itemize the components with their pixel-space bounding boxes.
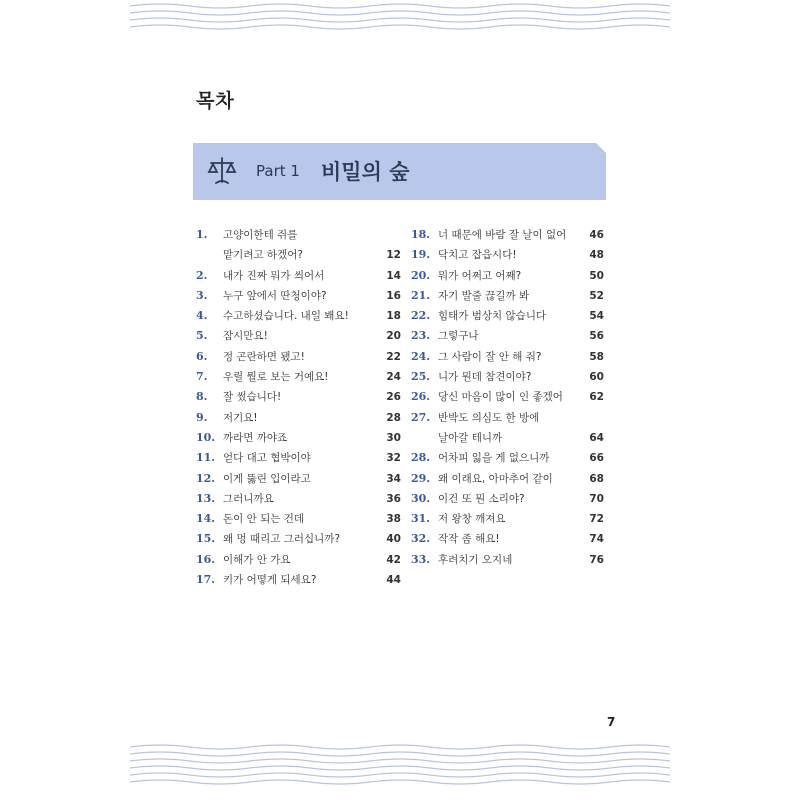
toc-entry-number: 20. (411, 268, 431, 282)
toc-entry-number: 2. (196, 268, 208, 282)
bottom-wave-decoration (130, 742, 670, 790)
toc-entry-number: 3. (196, 288, 208, 302)
toc-entry-number: 29. (411, 471, 431, 485)
toc-entry-title: 누구 앞에서 딴청이야? (223, 289, 327, 302)
toc-entry-number: 13. (196, 491, 216, 505)
toc-entry-page: 32 (386, 452, 401, 465)
toc-entry[interactable] (411, 428, 604, 448)
toc-entry-number: 30. (411, 491, 431, 505)
toc-entry-page: 54 (589, 310, 604, 323)
toc-entry-title: 후려치기 오지네 (438, 553, 513, 566)
part-banner (193, 143, 606, 200)
toc-entry-title: 닥치고 잡읍시다! (438, 249, 517, 262)
toc-entry-title: 얻다 대고 협박이야 (223, 452, 311, 465)
toc-entry[interactable] (196, 367, 401, 387)
toc-entry-page: 46 (589, 229, 604, 241)
toc-entry-page: 60 (589, 371, 604, 384)
toc-entry-page: 18 (386, 310, 401, 323)
toc-entry[interactable] (411, 509, 604, 529)
toc-entry-number: 15. (196, 532, 216, 546)
toc-entry-title: 잘 썼습니다! (223, 391, 282, 404)
toc-entry-page: 44 (386, 574, 401, 587)
toc-entry-title: 작작 좀 해요! (438, 533, 500, 546)
toc-entry-number: 5. (196, 329, 208, 343)
toc-entry[interactable] (196, 225, 401, 245)
toc-heading: 목차 (196, 90, 235, 112)
toc-entry-page: 40 (386, 533, 401, 546)
toc-entry-number: 14. (196, 512, 216, 526)
toc-entry[interactable] (196, 326, 401, 346)
toc-entry[interactable] (411, 550, 604, 570)
toc-entry-number: 32. (411, 532, 431, 546)
toc-entry-title: 키가 어떻게 되세요? (223, 574, 317, 587)
toc-entry-number: 21. (411, 288, 431, 302)
toc-entry-title: 왜 이래요, 아마추어 같이 (438, 472, 553, 485)
toc-entry-number: 27. (411, 410, 431, 424)
toc-entry-title: 당신 마음이 많이 인 좋겠어 (438, 391, 563, 404)
toc-entry[interactable] (411, 387, 604, 407)
toc-entry[interactable] (196, 570, 401, 590)
toc-entry-page: 62 (589, 391, 604, 404)
toc-entry[interactable] (196, 469, 401, 489)
toc-entry[interactable] (411, 245, 604, 265)
toc-entry-title: 이게 뚫린 입이라고 (223, 472, 311, 485)
toc-entry-page: 22 (386, 350, 401, 363)
toc-entry[interactable] (411, 225, 604, 245)
toc-entry-title: 이건 또 뭔 소리야? (438, 492, 525, 505)
toc-entry-title: 까라면 까야죠 (223, 431, 288, 444)
scales-icon (207, 155, 237, 187)
toc-entry[interactable] (196, 509, 401, 529)
toc-entry-number: 6. (196, 349, 208, 363)
toc-entry-title: 맡기려고 하겠어? (223, 249, 303, 262)
toc-entry-number: 7. (196, 370, 208, 384)
toc-entry-page: 50 (589, 269, 604, 282)
toc-entry[interactable] (411, 489, 604, 509)
toc-entry-page: 76 (589, 553, 604, 566)
toc-entry-page: 74 (589, 533, 604, 546)
toc-entry-title: 이해가 안 가요 (223, 553, 291, 566)
toc-entry[interactable] (411, 408, 604, 428)
toc-entry-number: 31. (411, 512, 431, 526)
toc-entry-page: 16 (386, 289, 401, 302)
toc-entry-page: 24 (386, 371, 401, 384)
toc-entry-page: 14 (386, 269, 401, 282)
toc-entry-title: 수고하셨습니다. 내일 봬요! (223, 310, 349, 323)
toc-entry[interactable] (196, 550, 401, 570)
toc-entry[interactable] (411, 448, 604, 468)
toc-entry-title: 우릴 뭘로 보는 거예요! (223, 371, 329, 384)
toc-entry-number: 12. (196, 471, 216, 485)
toc-column-left (196, 225, 401, 590)
toc-entry[interactable] (411, 367, 604, 387)
toc-entry[interactable] (411, 326, 604, 346)
toc-entry-page: 72 (589, 513, 604, 526)
toc-entry[interactable] (196, 266, 401, 286)
toc-entry-number: 11. (196, 451, 216, 465)
toc-entry[interactable] (411, 529, 604, 549)
toc-entry-page: 70 (589, 492, 604, 505)
toc-entry-title: 니가 뭔데 참견이야? (438, 371, 532, 384)
toc-entry-number: 26. (411, 390, 431, 404)
toc-entry[interactable] (411, 306, 604, 326)
toc-entry[interactable] (196, 408, 401, 428)
toc-entry[interactable] (196, 489, 401, 509)
toc-entry-title: 저 왕창 깨져요 (438, 513, 506, 526)
toc-entry-page: 12 (386, 249, 401, 262)
toc-entry[interactable] (196, 428, 401, 448)
toc-entry-page: 38 (386, 513, 401, 526)
toc-entry-title: 고양이한테 쥐를 (223, 229, 298, 241)
toc-entry-title: 돈이 안 되는 건데 (223, 513, 305, 526)
toc-entry-title: 뭐가 어쩌고 어째? (438, 269, 522, 282)
toc-entry[interactable] (196, 286, 401, 306)
toc-entry-title: 그렇구나 (438, 330, 479, 343)
toc-entry-title: 내가 진짜 뭐가 씌어서 (223, 269, 325, 282)
toc-entry-title: 힘태가 범상치 않습니다 (438, 310, 547, 323)
toc-entry-page: 48 (589, 249, 604, 262)
toc-entry-title: 저기요! (223, 411, 258, 424)
part-title: 비밀의 숲 (321, 160, 410, 184)
toc-entry-number: 9. (196, 410, 208, 424)
toc-entry-title: 그 사람이 잘 안 해 줘? (438, 350, 542, 363)
toc-entry-number: 28. (411, 451, 431, 465)
toc-entry-number: 16. (196, 552, 216, 566)
toc-entry-number: 1. (196, 228, 208, 241)
toc-entry[interactable] (411, 286, 604, 306)
top-wave-decoration (130, 0, 670, 34)
toc-entry-title: 너 때문에 바람 잘 날이 없어 (438, 229, 567, 241)
toc-entry-number: 25. (411, 370, 431, 384)
toc-entry[interactable] (411, 266, 604, 286)
toc-entry-title: 날아갈 테니까 (438, 431, 503, 444)
toc-entry-page: 66 (589, 452, 604, 465)
toc-entry[interactable] (196, 448, 401, 468)
toc-entry-number: 10. (196, 430, 216, 444)
toc-entry-page: 64 (589, 431, 604, 444)
page-number: 7 (607, 715, 616, 729)
toc-entry-number: 24. (411, 349, 431, 363)
toc-entry-title: 자기 발줄 끊길까 봐 (438, 289, 530, 302)
toc-entry-page: 56 (589, 330, 604, 343)
toc-entry-number: 18. (411, 228, 431, 241)
toc-entry-title: 어차피 잃을 게 없으니까 (438, 452, 550, 465)
toc-entry-number: 22. (411, 309, 431, 323)
toc-entry-page: 52 (589, 289, 604, 302)
toc-entry-title: 왜 멍 때리고 그러십니까? (223, 533, 341, 546)
toc-entry[interactable] (196, 306, 401, 326)
toc-entry[interactable] (196, 529, 401, 549)
toc-entry-title: 반박도 의심도 한 방에 (438, 411, 540, 424)
toc-entry-page: 42 (386, 553, 401, 566)
toc-entry-page: 26 (386, 391, 401, 404)
toc-entry[interactable] (196, 347, 401, 367)
toc-entry-number: 33. (411, 552, 431, 566)
toc-entry[interactable] (196, 387, 401, 407)
toc-entry[interactable] (411, 469, 604, 489)
toc-entry-title: 그러니까요 (223, 492, 274, 505)
toc-entry-title: 잠시만요! (223, 330, 268, 343)
toc-entry-number: 4. (196, 309, 208, 323)
toc-entry-title: 정 곤란하면 됐고! (223, 350, 305, 363)
toc-entry-page: 30 (386, 431, 401, 444)
toc-entry-number: 23. (411, 329, 431, 343)
toc-entry-number: 19. (411, 248, 431, 262)
toc-entry-number: 8. (196, 390, 208, 404)
toc-entry[interactable] (196, 245, 401, 265)
toc-entry-page: 28 (386, 411, 401, 424)
toc-entry-page: 68 (589, 472, 604, 485)
toc-entry-page: 58 (589, 350, 604, 363)
toc-entry-page: 34 (386, 472, 401, 485)
toc-entry-page: 36 (386, 492, 401, 505)
toc-entry[interactable] (411, 347, 604, 367)
toc-column-right (411, 225, 604, 570)
toc-entry-number: 17. (196, 573, 216, 587)
part-label: Part 1 (256, 162, 300, 180)
toc-entry-page: 20 (386, 330, 401, 343)
